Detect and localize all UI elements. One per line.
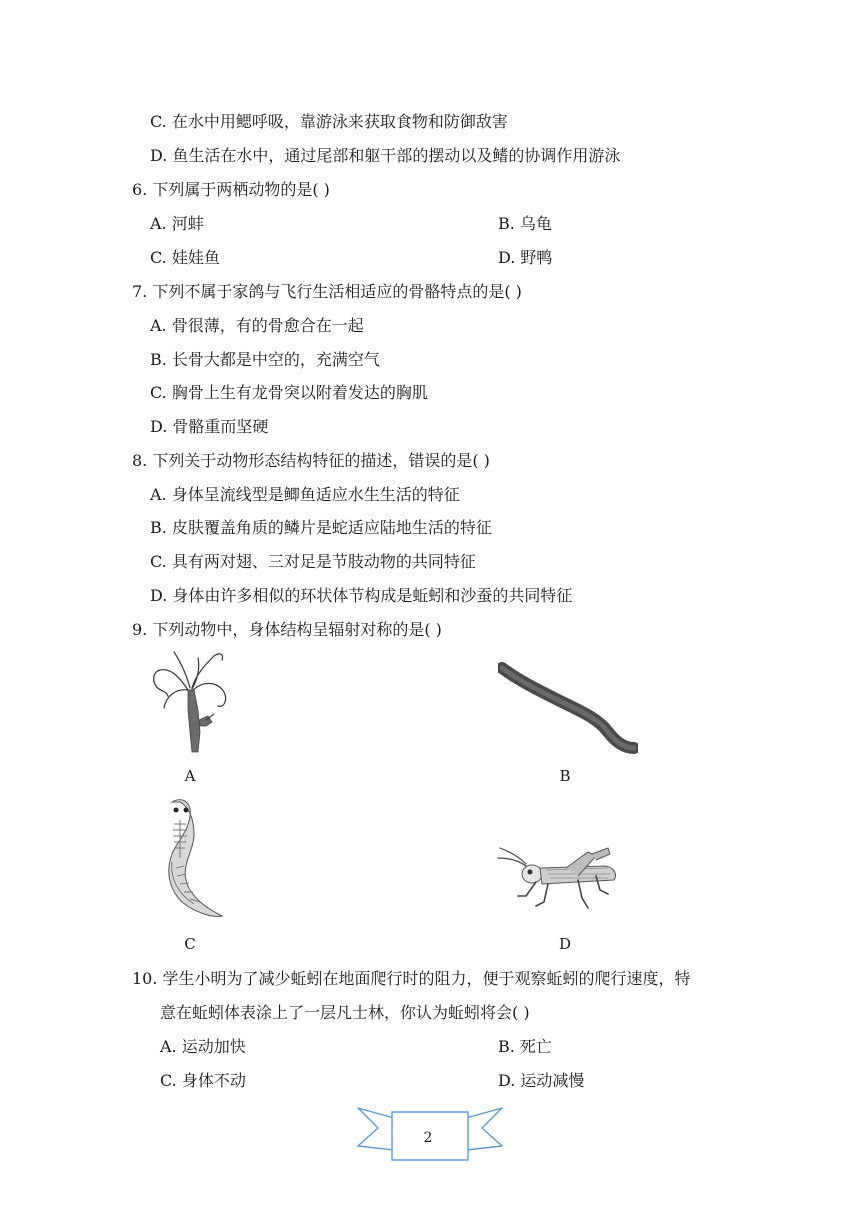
q9-stem: 9. 下列动物中，身体结构呈辐射对称的是( ): [132, 620, 442, 639]
q8-stem: 8. 下列关于动物形态结构特征的描述，错误的是( ): [132, 451, 490, 470]
figure-label-b: B: [559, 767, 571, 785]
hydra-figure: [148, 650, 238, 758]
q6-option-a: A. 河蚌: [150, 214, 204, 233]
q8-option-c: C. 具有两对翅、三对足是节肢动物的共同特征: [150, 552, 476, 571]
figure-label-a: A: [184, 767, 196, 785]
q7-option-a: A. 骨很薄，有的骨愈合在一起: [150, 316, 364, 335]
q6-option-c: C. 娃娃鱼: [150, 248, 220, 267]
q8-option-d: D. 身体由许多相似的环状体节构成是蚯蚓和沙蚕的共同特征: [150, 586, 573, 605]
q10-option-a: A. 运动加快: [160, 1037, 246, 1056]
q6-option-d: D. 野鸭: [498, 248, 553, 267]
q7-option-d: D. 骨骼重而坚硬: [150, 417, 269, 436]
q5-option-d: D. 鱼生活在水中，通过尾部和躯干部的摆动以及鳍的协调作用游泳: [150, 146, 621, 165]
q7-option-c: C. 胸骨上生有龙骨突以附着发达的胸肌: [150, 383, 428, 402]
q6-stem: 6. 下列属于两栖动物的是( ): [132, 180, 330, 199]
page-number: 2: [423, 1130, 433, 1146]
grasshopper-figure: [496, 846, 626, 922]
q7-option-b: B. 长骨大都是中空的，充满空气: [150, 350, 380, 369]
figure-label-c: C: [184, 935, 196, 953]
q10-option-d: D. 运动减慢: [498, 1071, 585, 1090]
q8-option-a: A. 身体呈流线型是鲫鱼适应水生生活的特征: [150, 485, 460, 504]
q7-stem: 7. 下列不属于家鸽与飞行生活相适应的骨骼特点的是( ): [132, 282, 522, 301]
q6-option-b: B. 乌龟: [498, 214, 552, 233]
planarian-figure: [150, 798, 230, 922]
q10-stem-line1: 10. 学生小明为了减少蚯蚓在地面爬行时的阻力，便于观察蚯蚓的爬行速度，特: [132, 969, 691, 988]
q10-stem-line2: 意在蚯蚓体表涂上了一层凡士林，你认为蚯蚓将会( ): [160, 1003, 530, 1022]
q8-option-b: B. 皮肤覆盖角质的鳞片是蛇适应陆地生活的特征: [150, 518, 492, 537]
q5-option-c: C. 在水中用鳃呼吸，靠游泳来获取食物和防御敌害: [150, 112, 508, 131]
q10-option-c: C. 身体不动: [160, 1071, 246, 1090]
q10-option-b: B. 死亡: [498, 1037, 552, 1056]
figure-label-d: D: [558, 935, 572, 953]
earthworm-figure: [498, 660, 638, 756]
